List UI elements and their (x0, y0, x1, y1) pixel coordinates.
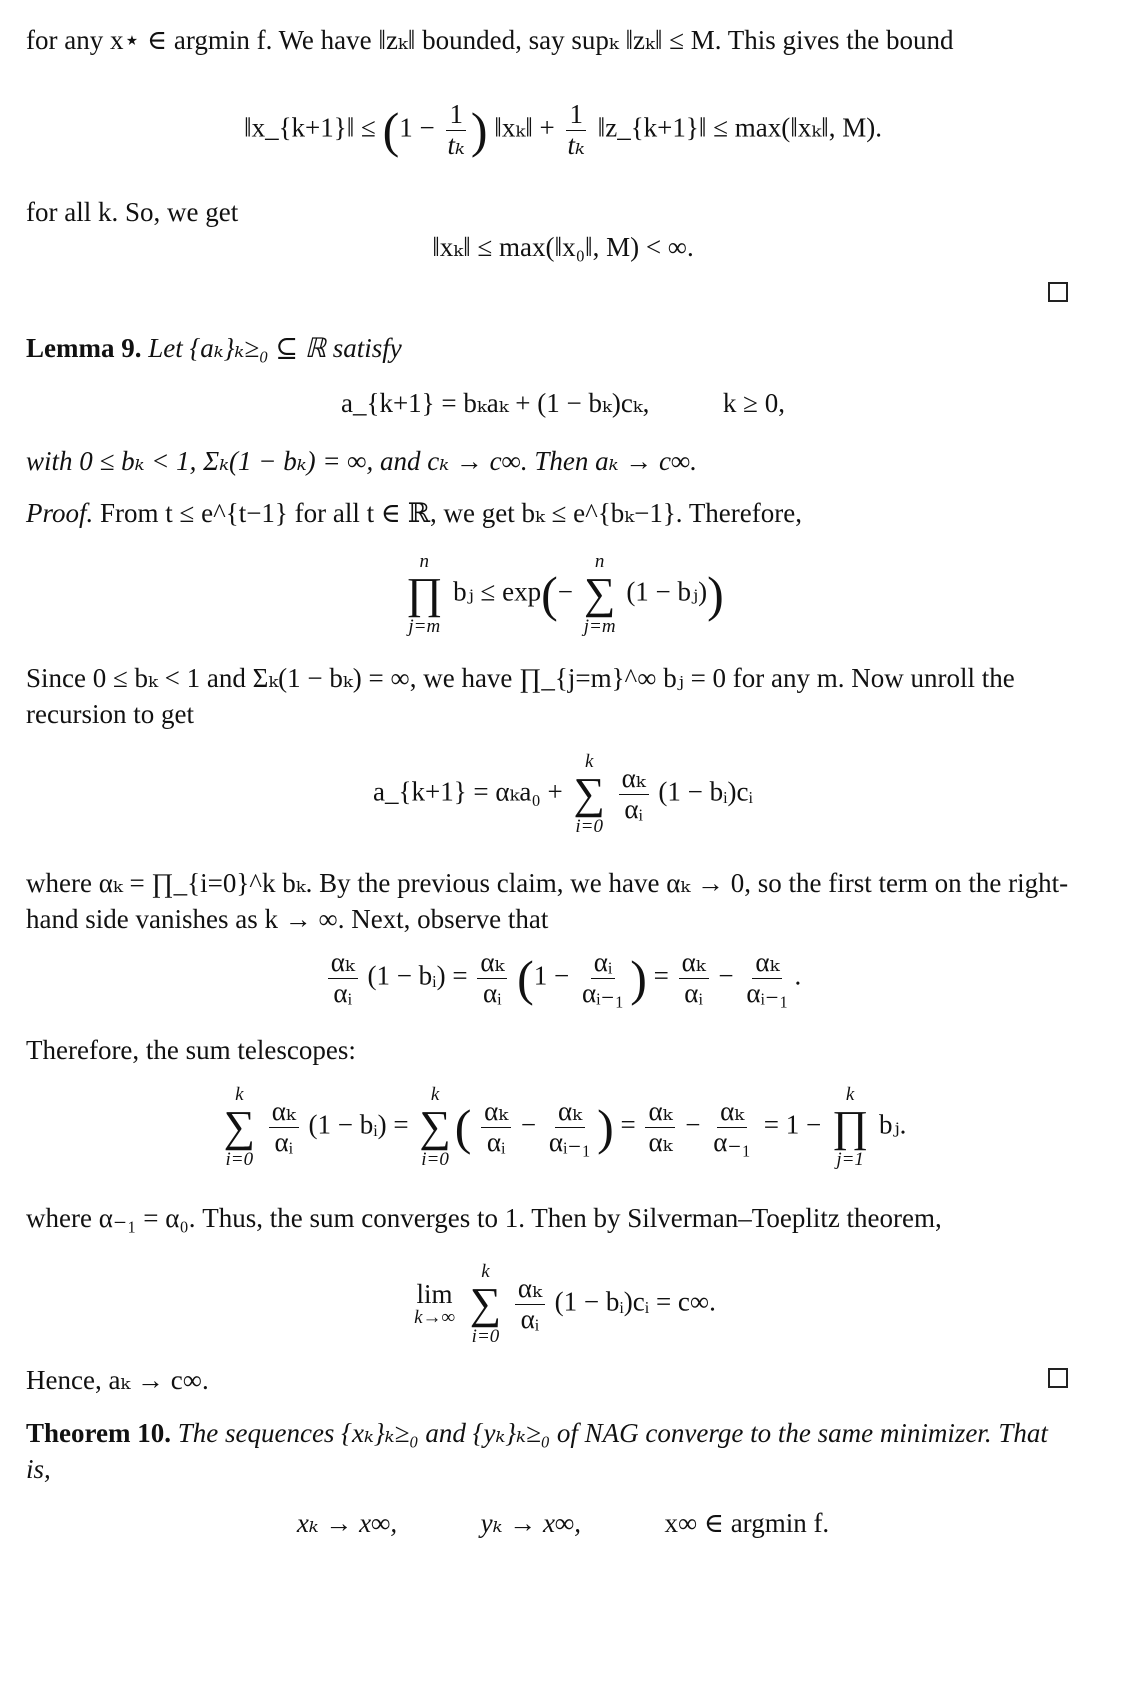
proof-line-1 (26, 495, 1074, 531)
limit-operator (414, 1281, 455, 1327)
sum-term: (1 − bⱼ) (626, 576, 708, 607)
unrolled-lhs: a_{k+1} = αₖa₀ + (373, 776, 563, 807)
prod-lower: j=m (408, 616, 441, 638)
tel-f2-num: αₖ (481, 1097, 511, 1128)
proof-line-5: where α₋₁ = α₀. Thus, the sum converges to 1. Then by Silverman–Toeplitz theorem, (26, 1203, 942, 1233)
lim-frac-num: αₖ (515, 1274, 545, 1305)
recursion-condition: k ≥ 0, (722, 388, 785, 418)
proof-line-2: Since 0 ≤ bₖ < 1 and Σₖ(1 − bₖ) = ∞, we have ∏_{j=m}^∞ bⱼ = 0 for any m. Now unroll the recursion to get (26, 663, 1015, 729)
bound-lhs: ‖x_{k+1}‖ ≤ (244, 112, 376, 143)
for-all-line: for all k. So, we get (26, 197, 239, 227)
id-f4-den: αᵢ (684, 977, 703, 1008)
lim-sum-lower: i=0 (471, 1326, 500, 1348)
id-f2-den: αᵢ (483, 977, 502, 1008)
bound-fraction-2 (565, 100, 588, 160)
theorem-10-label: Theorem 10. (26, 1418, 171, 1448)
proof-line-6: Hence, aₖ → c∞. (26, 1365, 209, 1395)
tel-s1-lower: i=0 (225, 1149, 254, 1171)
tel-f1-den: αᵢ (274, 1126, 294, 1157)
telescope-sum-1: k ∑ i=0 (223, 1084, 255, 1171)
telescope-term-2: = 1 − (763, 1109, 822, 1140)
lemma-9-recursion (0, 388, 1126, 419)
limit-tail: (1 − bᵢ)cᵢ = c∞. (554, 1286, 716, 1317)
theorem-10-conclusion (0, 1508, 1126, 1539)
tel-f5-num: αₖ (717, 1097, 747, 1128)
bound-frac2-num: 1 (566, 100, 586, 131)
conclusion-y: yₖ → x∞, (480, 1508, 581, 1538)
tel-f5-den: α₋₁ (713, 1126, 752, 1157)
lim-sum-upper: k (481, 1261, 490, 1282)
bounded-equation: ‖xₖ‖ ≤ max(‖x₀‖, M) < ∞. (432, 232, 694, 262)
id-f3-num: αᵢ (591, 948, 616, 979)
proof-line-4: Therefore, the sum telescopes: (26, 1035, 356, 1065)
lemma-9-label: Lemma 9. (26, 333, 142, 363)
unrolled-frac-den: αᵢ (624, 793, 643, 824)
proof-line-3: where αₖ = ∏_{i=0}^k bₖ. By the previous claim, we have αₖ → 0, so the first term on the right-hand side vanishes as k → ∞. Next, observe that (26, 868, 1069, 934)
conclusion-argmin: x∞ ∈ argmin f. (664, 1508, 830, 1538)
sum-lower: j=m (583, 616, 616, 638)
id-f2-num: αₖ (477, 948, 507, 979)
product-operator: n ∏ j=m (406, 551, 443, 638)
id-f1-num: αₖ (328, 948, 358, 979)
telescope-product: k ∏ j=1 (832, 1084, 869, 1171)
telescope-frac-3 (546, 1097, 594, 1157)
telescope-sum-2: k ∑ i=0 (419, 1084, 451, 1171)
bound-equation: ‖x_{k+1}‖ ≤ (1 − $\frac{1}{\text{tₖ}}$ ) ‖xₖ‖ + $\frac{1}{\text{tₖ}}$ ‖z_{k+1}‖ ≤ max(‖xₖ‖, M). (244, 99, 882, 160)
theorem-10 (26, 1415, 1074, 1487)
limit-fraction (515, 1274, 545, 1334)
conclusion-x: xₖ → x∞, (296, 1508, 398, 1538)
lim-frac-den: αᵢ (520, 1303, 540, 1334)
telescope-frac-4 (645, 1097, 675, 1157)
telescope-equation: k ∑ i=0 $\frac{\text{αₖ}}{\text{αᵢ}}$ (1 − bᵢ) = k ∑ i=0 ( $\frac{\text{αₖ}}{\text{αᵢ}}$ − $\frac{\text{αₖ}}{\text{αᵢ₋₁}}$ ) = $\frac{\text{αₖ}}{\text{αₖ}}$ − $\frac{\text{αₖ}}{\text{α₋₁}}$ = 1 − k ∏ j=1 bⱼ. (223, 1084, 907, 1171)
lemma-9-hypotheses: with 0 ≤ bₖ < 1, Σₖ(1 − bₖ) = ∞, and cₖ → c∞. Then aₖ → c∞. (26, 446, 697, 476)
tel-s2-lower: i=0 (421, 1149, 449, 1171)
telescope-product-term: bⱼ. (878, 1109, 907, 1140)
bound-fraction (445, 100, 468, 160)
identity-frac-1 (328, 948, 358, 1008)
bound-frac2-den: tₖ (567, 129, 585, 160)
tel-f4-den: αₖ (648, 1126, 673, 1157)
identity-equation: $\frac{\text{αₖ}}{\text{αᵢ}}$ (1 − bᵢ) = $\frac{\text{αₖ}}{\text{αᵢ}}$ (1 − $\frac{\text{αᵢ}}{\text{αᵢ₋₁}}$ ) = $\frac{\text{αₖ}}{\text{αᵢ}}$ − $\frac{\text{αₖ}}{\text{αᵢ₋₁}}$ . (0, 948, 1126, 1008)
tel-p-upper: k (845, 1084, 855, 1105)
theorem-10-statement: The sequences {xₖ}ₖ≥₀ and {yₖ}ₖ≥₀ of NAG converge to the same minimizer. That is, (26, 1418, 1048, 1484)
identity-frac-5 (743, 948, 791, 1008)
unrolled-sum-upper: k (585, 751, 594, 772)
unrolled-fraction (619, 764, 649, 824)
id-f5-den: αᵢ₋₁ (746, 977, 789, 1008)
lim-sub: k→∞ (414, 1307, 456, 1329)
telescope-frac-5 (710, 1097, 754, 1157)
id-f1-den: αᵢ (333, 977, 352, 1008)
unrolled-equation (0, 752, 1126, 836)
bound-frac-num: 1 (446, 100, 466, 131)
unrolled-tail: (1 − bᵢ)cᵢ (658, 776, 753, 807)
unrolled-frac-num: αₖ (619, 764, 649, 795)
proof-label: Proof. (26, 498, 94, 528)
bound-one-minus: 1 − (399, 112, 435, 143)
limit-sum: k ∑ i=0 (469, 1261, 502, 1348)
recursion-formula: a_{k+1} = bₖaₖ + (1 − bₖ)cₖ, (341, 388, 650, 418)
limit-equation (0, 1262, 1126, 1346)
sum-operator: n ∑ j=m (583, 551, 616, 638)
telescope-term-1: (1 − bᵢ) = (308, 1109, 409, 1140)
unrolled-sum: k ∑ i=0 (573, 751, 605, 838)
sum-upper: n (594, 551, 605, 572)
id-f5-num: αₖ (752, 948, 782, 979)
lim-word: lim (416, 1279, 453, 1310)
tel-f1-num: αₖ (269, 1097, 299, 1128)
identity-frac-2 (477, 948, 507, 1008)
identity-frac-3 (579, 948, 627, 1008)
product-bound-equation: n ∏ j=m bⱼ ≤ exp(− n ∑ j=m (1 − bⱼ)) (406, 551, 724, 638)
lemma-9 (26, 330, 1074, 366)
bound-mid: ‖xₖ‖ + (494, 112, 555, 143)
tel-f3-num: αₖ (555, 1097, 585, 1128)
tel-f3-den: αᵢ₋₁ (548, 1126, 592, 1157)
identity-term-1: (1 − bᵢ) = (367, 960, 468, 991)
tel-p-lower: j=1 (836, 1149, 864, 1171)
identity-frac-4 (679, 948, 709, 1008)
intro-paragraph: for any x⋆ ∈ argmin f. We have ‖zₖ‖ bounded, say supₖ ‖zₖ‖ ≤ M. This gives the bound (26, 25, 954, 55)
tel-f2-den: αᵢ (486, 1126, 506, 1157)
tel-s2-upper: k (430, 1084, 440, 1105)
tel-s1-upper: k (235, 1084, 244, 1105)
qed-square-2 (1048, 1368, 1068, 1388)
telescope-frac-1 (269, 1097, 299, 1157)
product-term: bⱼ ≤ exp (453, 576, 542, 607)
prod-upper: n (419, 551, 430, 572)
bound-frac-den: tₖ (447, 129, 465, 160)
proof-text-1: From t ≤ e^{t−1} for all t ∈ ℝ, we get bₖ ≤ e^{bₖ−1}. Therefore, (100, 498, 802, 528)
tel-f4-num: αₖ (645, 1097, 675, 1128)
bound-rhs: ‖z_{k+1}‖ ≤ max(‖xₖ‖, M). (597, 112, 882, 143)
qed-square (1048, 282, 1068, 302)
lemma-9-statement: Let {aₖ}ₖ≥₀ ⊆ ℝ satisfy (148, 333, 402, 363)
id-f4-num: αₖ (679, 948, 709, 979)
telescope-frac-2 (481, 1097, 511, 1157)
unrolled-sum-lower: i=0 (575, 816, 604, 838)
id-f3-den: αᵢ₋₁ (581, 977, 625, 1008)
